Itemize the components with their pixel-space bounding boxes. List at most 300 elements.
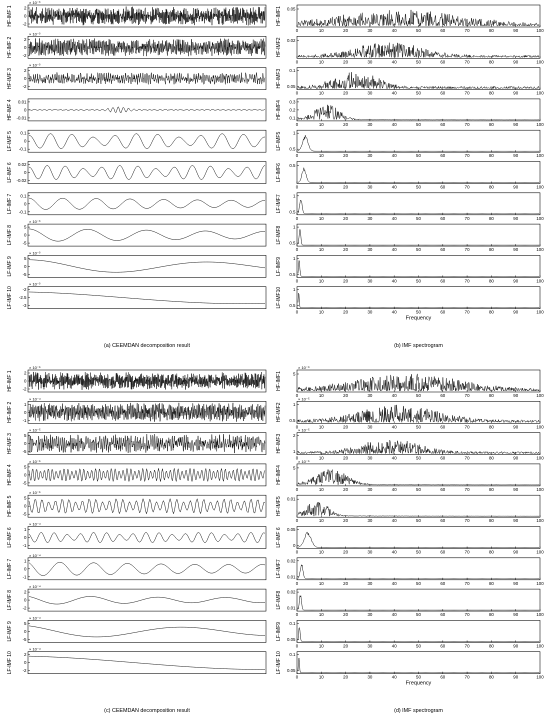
x-tick-label: 60 [440, 215, 446, 221]
x-tick-label: 10 [318, 486, 324, 492]
panel-label: HF-IMF5 [276, 496, 282, 517]
x-tick-label: 20 [343, 28, 349, 33]
x-tick-label: 70 [464, 674, 470, 680]
y-tick-label: 0.5 [289, 209, 296, 215]
x-tick-label: 60 [440, 580, 446, 586]
y-tick-label: 0.01 [286, 605, 296, 611]
y-tick-label: 1 [293, 401, 296, 407]
plot-frame [297, 652, 540, 674]
y-tick-label: 0.5 [289, 163, 296, 168]
x-tick-label: 40 [391, 643, 397, 649]
x-tick-label: 20 [343, 247, 349, 253]
y-unit-label: × 10⁻⁵ [298, 458, 310, 464]
panel-label: LF-IMF 10 [276, 651, 282, 675]
y-unit-label: × 10⁻⁵ [29, 427, 41, 433]
x-tick-label: 60 [440, 90, 446, 96]
chart-4 [276, 365, 544, 714]
x-tick-label: 0 [295, 424, 299, 430]
chart-2 [276, 5, 544, 349]
x-tick-label: 90 [513, 486, 519, 492]
y-unit-label: × 10⁻³ [29, 281, 41, 287]
x-tick-label: 10 [318, 549, 324, 555]
figure-caption: (c) CEEMDAN decomposition result [104, 708, 190, 714]
x-tick-label: 90 [513, 278, 519, 284]
x-tick-label: 40 [391, 59, 397, 65]
x-tick-label: 90 [513, 247, 519, 253]
panel-hf-imf4 [276, 459, 544, 492]
panel-label: HF-IMF3 [276, 433, 282, 454]
x-tick-label: 100 [536, 309, 544, 315]
panel-hf-imf3 [276, 68, 544, 96]
x-tick-label: 0 [295, 674, 299, 680]
panel-hf-imf5 [276, 495, 544, 523]
x-tick-label: 30 [367, 184, 373, 190]
x-tick-label: 70 [464, 215, 470, 221]
x-tick-label: 70 [464, 643, 470, 649]
panel-lf-imf9 [276, 255, 544, 283]
x-tick-label: 10 [318, 121, 324, 127]
panel-label: HF-IMF4 [276, 100, 282, 120]
y-tick-label: -2 [22, 84, 27, 90]
x-tick-label: 60 [440, 674, 446, 680]
x-tick-label: 60 [440, 153, 446, 159]
panel-lf-imf-9 [7, 615, 266, 642]
x-tick-label: 10 [318, 674, 324, 680]
y-tick-label: 5 [24, 255, 27, 261]
x-tick-label: 80 [488, 121, 494, 127]
y-unit-label: × 10⁻⁴ [29, 646, 41, 652]
plot-frame [297, 527, 540, 549]
x-tick-label: 100 [536, 455, 544, 461]
x-tick-label: 50 [416, 518, 421, 524]
x-tick-label: 40 [391, 518, 397, 524]
panel-label: HF-IMF 4 [7, 464, 13, 486]
x-tick-label: 70 [464, 247, 470, 253]
panel-label: HF-IMF3 [276, 68, 282, 89]
plot-frame [297, 495, 540, 517]
panel-lf-imf-5 [7, 130, 266, 152]
panel-hf-imf3 [276, 428, 544, 461]
y-tick-label: 5 [293, 465, 296, 471]
panel-label: LF-IMF6 [276, 163, 282, 182]
y-tick-label: 0 [24, 201, 27, 207]
x-tick-label: 100 [536, 90, 544, 96]
panel-label: LF-IMF 6 [7, 527, 13, 548]
panel-label: LF-IMF10 [276, 286, 282, 309]
plot-frame [297, 589, 540, 611]
panel-lf-imf7 [276, 193, 544, 221]
x-tick-label: 0 [295, 28, 299, 33]
y-tick-label: 5 [24, 495, 27, 501]
x-tick-label: 100 [536, 549, 544, 555]
y-tick-label: -0.01 [16, 115, 27, 121]
x-tick-label: 100 [536, 184, 544, 190]
x-tick-label: 80 [488, 59, 494, 65]
x-tick-label: 50 [416, 643, 421, 649]
x-tick-label: 30 [367, 153, 373, 159]
x-tick-label: 50 [416, 612, 421, 618]
y-tick-label: -0.02 [16, 178, 27, 183]
x-tick-label: 30 [367, 121, 373, 127]
y-tick-label: 1 [293, 224, 296, 230]
x-tick-label: 0 [295, 580, 299, 586]
panel-lf-imf-9 [7, 250, 266, 277]
y-tick-label: 1 [293, 449, 296, 455]
panel-label: LF-IMF8 [276, 225, 282, 245]
x-tick-label: 30 [367, 612, 373, 618]
y-tick-label: -2 [22, 668, 27, 674]
x-tick-label: 60 [440, 612, 446, 618]
panel-label: LF-IMF7 [276, 194, 282, 214]
y-tick-label: 5 [24, 464, 27, 470]
x-tick-label: 80 [488, 549, 494, 555]
x-tick-label: 80 [488, 184, 494, 190]
panel-label: HF-IMF 4 [7, 99, 13, 121]
x-axis-label: Frequency [405, 315, 432, 322]
panel-label: HF-IMF 2 [7, 36, 13, 58]
y-tick-label: 0.1 [289, 115, 296, 121]
panel-lf-imf8 [276, 224, 544, 252]
x-tick-label: 90 [513, 90, 519, 96]
x-tick-label: 60 [440, 278, 446, 284]
x-tick-label: 40 [391, 612, 397, 618]
y-tick-label: -3 [22, 303, 27, 309]
x-tick-label: 50 [416, 28, 421, 33]
y-unit-label: × 10⁻⁴ [29, 584, 41, 590]
x-tick-label: 100 [536, 643, 544, 649]
y-tick-label: 0.05 [286, 668, 296, 674]
x-tick-label: 80 [488, 278, 494, 284]
panel-hf-imf-4 [7, 459, 266, 486]
x-tick-label: 20 [343, 486, 349, 492]
y-tick-label: 0 [293, 543, 296, 548]
y-unit-label: × 10⁻³ [29, 219, 41, 225]
x-tick-label: 40 [391, 455, 397, 461]
x-tick-label: 10 [318, 278, 324, 284]
panel-hf-imf-1 [7, 365, 266, 392]
plot-frame [297, 162, 540, 184]
panel-label: LF-IMF 6 [276, 527, 282, 548]
x-tick-label: 50 [416, 674, 421, 680]
x-tick-label: 40 [391, 424, 397, 430]
plot-frame [297, 287, 540, 309]
y-tick-label: 0 [24, 263, 27, 269]
panel-label: LF-IMF 8 [7, 589, 13, 611]
x-tick-label: 100 [536, 153, 544, 159]
x-tick-label: 20 [343, 393, 349, 398]
plot-frame [297, 224, 540, 246]
y-unit-label: × 10⁻³ [29, 250, 41, 256]
y-tick-label: 0.02 [17, 162, 27, 167]
y-unit-label: × 10⁻³ [29, 0, 41, 5]
y-tick-label: 1 [293, 130, 296, 136]
y-unit-label: × 10⁻⁵ [29, 490, 41, 496]
panel-lf-imf-8 [7, 584, 266, 611]
panel-lf-imf-7 [7, 553, 266, 580]
x-tick-label: 0 [295, 309, 299, 315]
x-tick-label: 80 [488, 28, 494, 33]
x-tick-label: 30 [367, 393, 373, 398]
x-tick-label: 30 [367, 90, 373, 96]
plot-frame [28, 589, 266, 611]
y-tick-label: 0 [24, 76, 27, 82]
panel-label: HF-IMF 2 [7, 401, 13, 423]
x-tick-label: 40 [391, 184, 397, 190]
y-tick-label: -1 [22, 417, 27, 423]
y-tick-label: 0 [24, 13, 27, 19]
y-tick-label: 0 [24, 597, 27, 603]
panel-label: HF-IMF 3 [7, 68, 13, 90]
x-tick-label: 70 [464, 184, 470, 190]
y-tick-label: -2 [22, 605, 27, 611]
panel-lf-imf9 [276, 620, 544, 648]
x-tick-label: 50 [416, 121, 421, 127]
x-tick-label: 50 [416, 90, 421, 96]
x-tick-label: 30 [367, 278, 373, 284]
panel-label: LF-IMF 7 [7, 558, 13, 579]
x-tick-label: 20 [343, 549, 349, 555]
panel-lf-imf-10 [7, 647, 266, 675]
x-tick-label: 50 [416, 393, 421, 398]
y-tick-label: 0.1 [289, 652, 296, 658]
x-tick-label: 100 [536, 518, 544, 524]
panel-label: LF-IMF 5 [7, 131, 13, 152]
x-tick-label: 60 [440, 393, 446, 398]
x-tick-label: 20 [343, 518, 349, 524]
plot-frame [297, 558, 540, 580]
x-tick-label: 80 [488, 455, 494, 461]
y-tick-label: 0 [24, 566, 27, 572]
x-tick-label: 100 [536, 278, 544, 284]
x-tick-label: 70 [464, 278, 470, 284]
panel-lf-imf-7 [7, 193, 266, 215]
x-tick-label: 60 [440, 455, 446, 461]
x-tick-label: 30 [367, 643, 373, 649]
y-tick-label: 0 [24, 535, 27, 540]
x-tick-label: 30 [367, 518, 373, 524]
y-tick-label: 2 [24, 652, 27, 658]
y-unit-label: × 10⁻⁶ [298, 365, 310, 370]
chart-3 [7, 365, 266, 714]
x-tick-label: 50 [416, 486, 421, 492]
x-tick-label: 40 [391, 278, 397, 284]
x-tick-label: 80 [488, 393, 494, 398]
x-tick-label: 80 [488, 643, 494, 649]
x-tick-label: 40 [391, 486, 397, 492]
x-tick-label: 20 [343, 153, 349, 159]
plot-frame [28, 162, 266, 184]
x-tick-label: 0 [295, 59, 299, 65]
y-tick-label: 0.02 [286, 558, 296, 564]
x-tick-label: 100 [536, 121, 544, 127]
panel-label: LF-IMF 8 [7, 224, 13, 246]
plot-frame [28, 287, 266, 309]
x-tick-label: 100 [536, 247, 544, 253]
y-tick-label: 0.01 [286, 496, 296, 502]
x-tick-label: 10 [318, 153, 324, 159]
panel-label: HF-IMF 5 [7, 495, 13, 517]
x-tick-label: 80 [488, 215, 494, 221]
x-tick-label: 20 [343, 121, 349, 127]
x-tick-label: 0 [295, 486, 299, 492]
panel-hf-imf-5 [7, 490, 266, 517]
panel-label: LF-IMF 10 [7, 651, 13, 675]
x-tick-label: 30 [367, 580, 373, 586]
y-tick-label: 0.02 [286, 37, 296, 43]
x-tick-label: 100 [536, 674, 544, 680]
chart-1 [7, 0, 266, 349]
x-tick-label: 0 [295, 393, 299, 398]
y-tick-label: 1 [293, 287, 296, 293]
panel-lf-imf7 [276, 558, 544, 586]
plot-frame [28, 130, 266, 152]
plot-frame [28, 527, 266, 549]
panel-label: LF-IMF 7 [7, 193, 13, 214]
panel-hf-imf-3 [7, 428, 266, 455]
x-tick-label: 0 [295, 247, 299, 253]
x-tick-label: 30 [367, 28, 373, 33]
panel-label: HF-IMF2 [276, 37, 282, 58]
y-tick-label: 0.1 [289, 620, 296, 626]
x-tick-label: 50 [416, 309, 421, 315]
y-unit-label: × 10⁻⁴ [29, 521, 41, 527]
y-unit-label: × 10⁻⁴ [29, 552, 41, 558]
x-tick-label: 40 [391, 393, 397, 398]
x-tick-label: 80 [488, 309, 494, 315]
panel-label: LF-IMF 10 [7, 286, 13, 310]
y-tick-label: -2 [22, 21, 27, 27]
y-tick-label: 0.5 [289, 417, 296, 423]
y-unit-label: × 10⁻³ [29, 62, 41, 68]
y-tick-label: -5 [22, 449, 27, 455]
y-tick-label: 0 [24, 232, 27, 238]
x-tick-label: 100 [536, 28, 544, 33]
panel-hf-imf-2 [7, 396, 266, 423]
y-tick-label: 1 [293, 255, 296, 261]
y-tick-label: 0.02 [286, 589, 296, 595]
panel-label: HF-IMF 3 [7, 433, 13, 455]
x-tick-label: 60 [440, 121, 446, 127]
x-tick-label: 10 [318, 59, 324, 65]
y-tick-label: -5 [22, 240, 27, 246]
x-tick-label: 0 [295, 215, 299, 221]
plot-frame [297, 130, 540, 152]
y-tick-label: -5 [22, 511, 27, 517]
y-tick-label: 0 [24, 378, 27, 384]
x-tick-label: 10 [318, 580, 324, 586]
x-tick-label: 30 [367, 486, 373, 492]
x-tick-label: 70 [464, 518, 470, 524]
x-tick-label: 70 [464, 455, 470, 461]
y-tick-label: 5 [293, 371, 296, 377]
x-tick-label: 70 [464, 59, 470, 65]
y-tick-label: 5 [24, 224, 27, 230]
x-tick-label: 20 [343, 643, 349, 649]
y-tick-label: 0.05 [286, 527, 296, 532]
x-tick-label: 50 [416, 278, 421, 284]
x-tick-label: 30 [367, 549, 373, 555]
x-tick-label: 60 [440, 486, 446, 492]
x-tick-label: 90 [513, 580, 519, 586]
y-tick-label: 0.05 [286, 636, 296, 642]
x-tick-label: 60 [440, 59, 446, 65]
y-unit-label: × 10⁻⁴ [29, 615, 41, 621]
x-tick-label: 90 [513, 184, 519, 190]
x-tick-label: 10 [318, 28, 324, 33]
x-tick-label: 50 [416, 247, 421, 253]
y-tick-label: 1 [293, 193, 296, 199]
x-tick-label: 0 [295, 455, 299, 461]
x-tick-label: 10 [318, 393, 324, 398]
x-tick-label: 50 [416, 59, 421, 65]
x-tick-label: 10 [318, 455, 324, 461]
y-tick-label: -1 [22, 543, 27, 548]
x-tick-label: 50 [416, 153, 421, 159]
panel-label: LF-IMF 6 [7, 162, 13, 183]
plot-frame [297, 193, 540, 215]
plot-frame [28, 558, 266, 580]
x-tick-label: 50 [416, 455, 421, 461]
x-tick-label: 60 [440, 28, 446, 33]
x-tick-label: 70 [464, 121, 470, 127]
x-tick-label: 90 [513, 549, 519, 555]
x-tick-label: 90 [513, 153, 519, 159]
x-tick-label: 80 [488, 486, 494, 492]
x-tick-label: 0 [295, 121, 299, 127]
x-tick-label: 100 [536, 486, 544, 492]
x-tick-label: 40 [391, 215, 397, 221]
y-unit-label: × 10⁻⁵ [298, 427, 310, 433]
x-tick-label: 80 [488, 247, 494, 253]
y-tick-label: 0 [24, 409, 27, 415]
x-tick-label: 20 [343, 455, 349, 461]
x-tick-label: 10 [318, 309, 324, 315]
x-tick-label: 70 [464, 393, 470, 398]
y-tick-label: 0.5 [289, 146, 296, 152]
x-tick-label: 90 [513, 121, 519, 127]
x-tick-label: 10 [318, 247, 324, 253]
y-tick-label: -2 [22, 287, 27, 293]
x-tick-label: 30 [367, 674, 373, 680]
y-tick-label: 0 [24, 660, 27, 666]
panel-label: LF-IMF5 [276, 131, 282, 151]
x-tick-label: 20 [343, 424, 349, 430]
y-tick-label: 0 [24, 170, 27, 175]
figure-caption: (b) IMF spectrogram [394, 343, 443, 349]
panel-hf-imf1 [276, 365, 544, 398]
y-tick-label: 0.3 [289, 99, 296, 105]
x-tick-label: 70 [464, 549, 470, 555]
x-tick-label: 40 [391, 309, 397, 315]
x-tick-label: 40 [391, 28, 397, 33]
panel-lf-imf-6 [276, 527, 544, 555]
x-tick-label: 30 [367, 215, 373, 221]
y-tick-label: -0.1 [18, 146, 27, 152]
x-tick-label: 20 [343, 184, 349, 190]
panel-label: LF-IMF7 [276, 559, 282, 579]
x-tick-label: 60 [440, 184, 446, 190]
panel-lf-imf-10 [276, 651, 544, 680]
panel-hf-imf-3 [7, 63, 266, 90]
x-tick-label: 10 [318, 518, 324, 524]
panel-lf-imf-8 [7, 219, 266, 246]
x-tick-label: 100 [536, 215, 544, 221]
x-tick-label: 80 [488, 580, 494, 586]
x-tick-label: 40 [391, 549, 397, 555]
panel-label: LF-IMF 9 [7, 621, 13, 642]
y-unit-label: × 10⁻⁴ [29, 396, 41, 402]
x-tick-label: 0 [295, 90, 299, 96]
